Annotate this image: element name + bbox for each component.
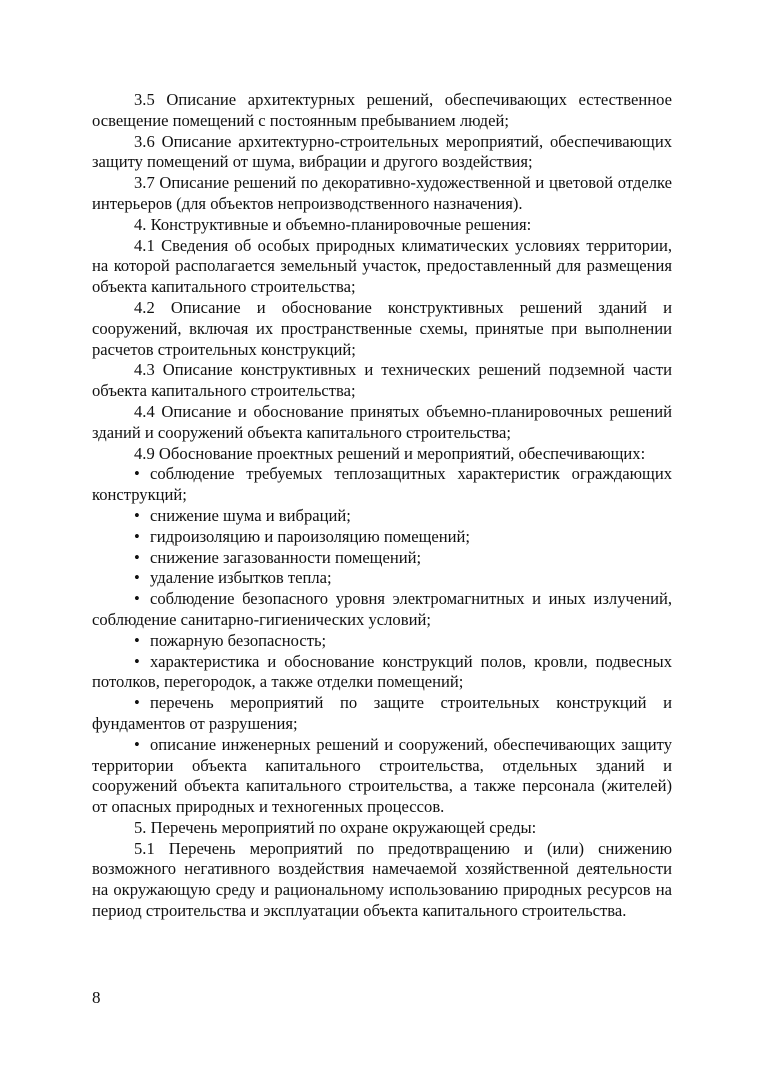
paragraph-4-3: 4.3 Описание конструктивных и технических решений подземной части объекта капитального строительства; (92, 360, 672, 401)
bullet-item (92, 652, 672, 694)
bullet-text: соблюдение безопасного уровня электромагнитных и иных излучений, соблюдение санитарно-гигиенических условий; (92, 589, 672, 629)
bullet-icon: • (134, 568, 140, 588)
paragraph-4-1: 4.1 Сведения об особых природных климатических условиях территории, на которой располагается земельный участок, предоставленный для размещения объекта капитального строительства; (92, 235, 672, 297)
bullet-item (92, 527, 672, 548)
section-5-heading: 5. Перечень мероприятий по охране окружающей среды: (134, 817, 537, 837)
paragraph-3-7: 3.7 Описание решений по декоративно-художественной и цветовой отделке интерьеров (для объектов непроизводственного назначения). (92, 173, 672, 213)
section-4-heading: 4. Конструктивные и объемно-планировочные решения: (134, 214, 532, 234)
bullet-icon: • (134, 651, 140, 671)
bullet-icon: • (134, 693, 140, 713)
bullet-text: характеристика и обоснование конструкций полов, кровли, подвесных потолков, перегородок, а также отделки помещений; (92, 651, 672, 692)
bullet-text: соблюдение требуемых теплозащитных характеристик ограждающих конструкций; (92, 464, 672, 505)
bullet-text: описание инженерных решений и сооружений, обеспечивающих защиту территории объекта капитального строительства, отдельных зданий и сооружений объекта капитального строительства, а также персонала (жителей) от опасных природных и техногенных процессов. (92, 734, 672, 817)
body-text (92, 90, 672, 922)
bullet-text: удаление избытков тепла; (150, 568, 332, 588)
bullet-text: снижение шума и вибраций; (150, 505, 351, 525)
bullet-text: снижение загазованности помещений; (150, 547, 422, 567)
paragraph-3-6: 3.6 Описание архитектурно-строительных мероприятий, обеспечивающих защиту помещений от шума, вибрации и другого воздействия; (92, 131, 672, 172)
paragraph-5-1: 5.1 Перечень мероприятий по предотвращению и (или) снижению возможного негативного воздействия намечаемой хозяйственной деятельности на окружающую среду и рациональному использованию природных ресурсов на период строительства и эксплуатации объекта капитального строительства. (92, 838, 672, 921)
paragraph-4-9: 4.9 Обоснование проектных решений и мероприятий, обеспечивающих: (134, 443, 646, 463)
bullet-icon: • (134, 630, 140, 650)
bullet-icon: • (134, 505, 140, 525)
bullet-text: пожарную безопасность; (150, 630, 327, 650)
bullet-item (92, 464, 672, 506)
bullet-text: перечень мероприятий по защите строительных конструкций и фундаментов от разрушения; (92, 693, 672, 733)
bullet-item (92, 735, 672, 818)
bullet-text: гидроизоляцию и пароизоляцию помещений; (150, 526, 470, 546)
bullet-icon: • (134, 464, 140, 484)
bullet-icon: • (134, 734, 140, 754)
bullet-icon: • (134, 547, 140, 567)
bullet-icon: • (134, 526, 140, 546)
paragraph-4-4: 4.4 Описание и обоснование принятых объемно-планировочных решений зданий и сооружений объекта капитального строительства; (92, 401, 672, 442)
bullet-item (92, 693, 672, 735)
bullet-item (92, 506, 672, 527)
bullet-item (92, 568, 672, 589)
bullet-item (92, 631, 672, 652)
page-number: 8 (92, 988, 101, 1007)
bullet-item (92, 589, 672, 631)
paragraph-4-2: 4.2 Описание и обоснование конструктивных решений зданий и сооружений, включая их пространственные схемы, принятые при выполнении расчетов строительных конструкций; (92, 297, 672, 359)
bullet-item (92, 548, 672, 569)
paragraph-3-5: 3.5 Описание архитектурных решений, обеспечивающих естественное освещение помещений с постоянным пребыванием людей; (92, 90, 672, 130)
bullet-icon: • (134, 589, 140, 609)
